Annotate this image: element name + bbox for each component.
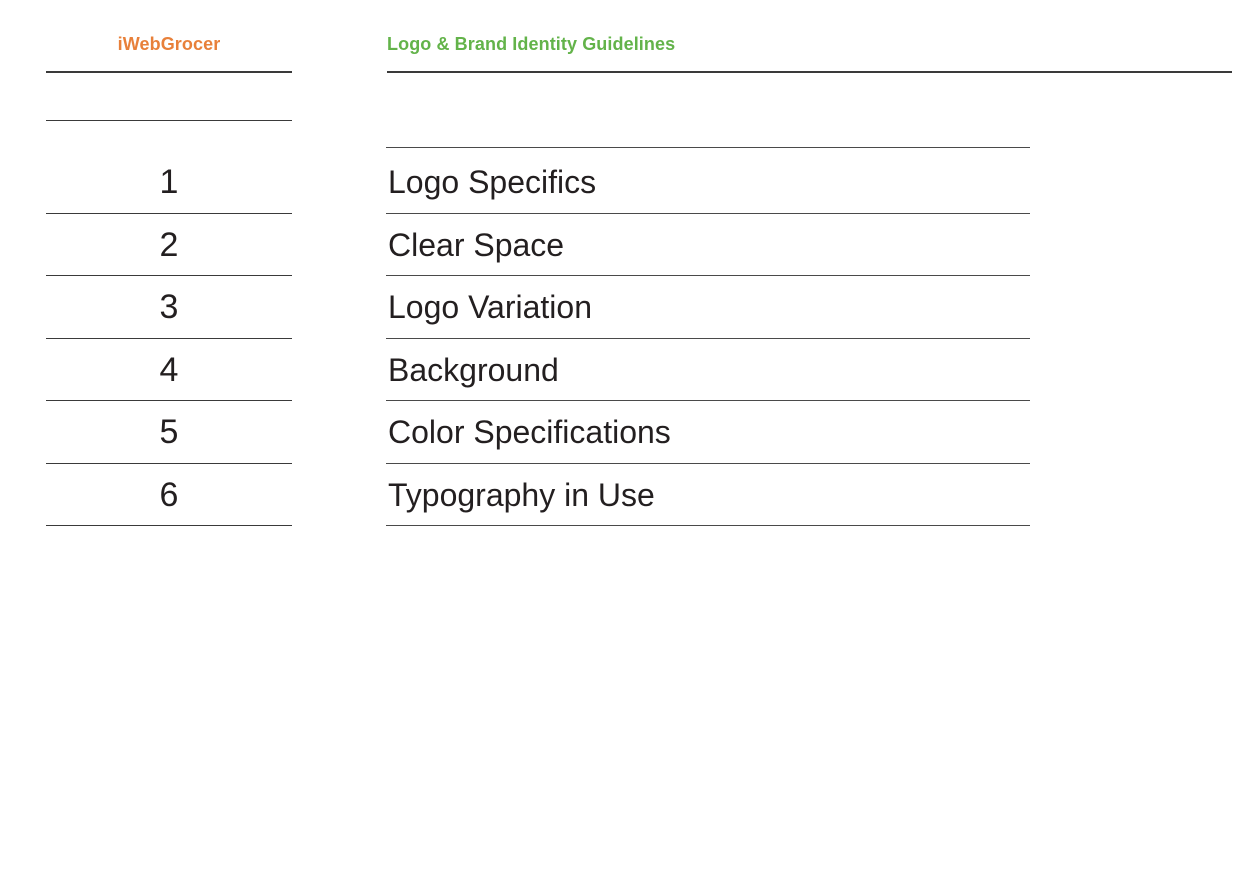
toc-label: Clear Space (388, 226, 565, 263)
toc-number-cell (46, 214, 292, 277)
table-row[interactable] (0, 214, 1240, 277)
toc-number: 3 (159, 288, 179, 326)
toc-top-divider-left (46, 120, 292, 121)
toc-label: Color Specifications (388, 414, 671, 450)
toc-label-cell (386, 276, 1030, 339)
brand-name: iWebGrocer (117, 34, 221, 54)
toc-label: Typography in Use (388, 476, 655, 513)
toc-number: 4 (159, 350, 179, 389)
toc-label-cell (386, 339, 1030, 402)
toc-label: Logo Specifics (388, 164, 597, 200)
toc-label-cell (386, 401, 1030, 464)
toc-number: 2 (159, 225, 179, 264)
header-divider-left (46, 71, 292, 73)
toc-number-cell (46, 464, 292, 527)
toc-number-cell (46, 401, 292, 464)
table-row[interactable] (0, 151, 1240, 214)
toc-number: 6 (159, 475, 179, 514)
toc-label-cell (386, 214, 1030, 277)
header-divider-right (387, 71, 1232, 73)
toc-number-cell (46, 339, 292, 402)
toc-label: Background (388, 351, 559, 388)
table-row[interactable] (0, 464, 1240, 527)
table-row[interactable] (0, 339, 1240, 402)
toc-number: 1 (159, 163, 179, 201)
toc-number: 5 (159, 413, 179, 451)
table-row[interactable] (0, 276, 1240, 339)
table-row[interactable] (0, 401, 1240, 464)
page-title: Logo & Brand Identity Guidelines (387, 34, 676, 54)
toc-label-cell (386, 151, 1030, 214)
toc-label-cell (386, 464, 1030, 527)
toc-rows (0, 151, 1240, 526)
toc-label: Logo Variation (388, 289, 592, 325)
toc-number-cell (46, 151, 292, 214)
toc-top-divider-right (386, 147, 1030, 148)
toc-number-cell (46, 276, 292, 339)
